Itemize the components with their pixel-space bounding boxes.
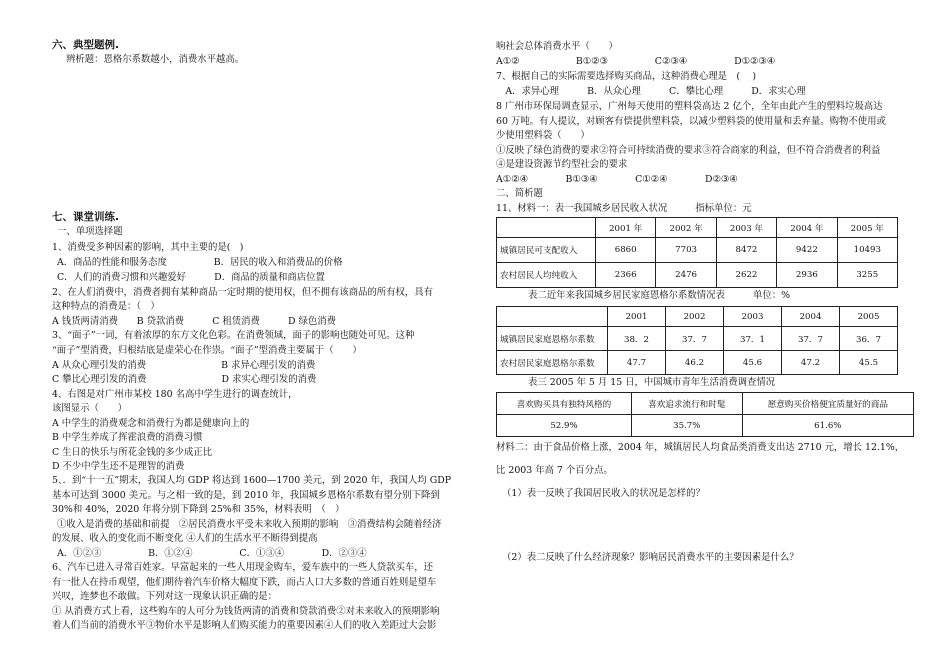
table-row [497,238,898,263]
table-cell: 45.6 [724,351,782,375]
question-line: 基本可达到 3000 美元。与之相一致的是，到 2010 年，我国城乡恩格尔系数有望分别下降到 [52,490,440,501]
table-cell: 52.9% [497,415,632,437]
question-line: 4、右图是对广州市某校 180 名高中学生进行的调查统计， [52,389,298,400]
youth-survey-table [496,392,914,437]
table-row [497,263,898,288]
question-line: 响社会总体消费水平（ ） [496,41,618,52]
question-line: ①收入是消费的基础和前提 ②居民消费水平受未来收入预期的影响 ③消费结构会随着经济 [57,519,442,530]
table-header-cell: 愿意购买价格便宜质量好的商品 [742,393,913,415]
table-cell: 35.7% [631,415,742,437]
question-line: 7、根据自己的实际需要选择购买商品，这种消费心理是 ( ) [496,71,757,82]
table-cell: 46.2 [666,351,724,375]
question-line: 8 广州市环保局调查显示，广州每天使用的塑料袋高达 2 亿个，全年由此产生的塑料垃圾高达 [496,101,883,112]
option-line: C 生日的快乐与所花金钱的多少成正比 [52,447,213,458]
table-cell: 61.6% [742,415,913,437]
table-header-cell: 2002 年 [656,218,716,238]
section6-line: 辨析题：恩格尔系数越小，消费水平越高。 [66,54,245,65]
table-cell: 8472 [716,238,776,263]
material-text: 材料二：由于食品价格上涨，2004 年，城镇居民人均食品类消费支出达 2710 元，增长 12.1%， [496,442,905,453]
engel-table [496,306,898,375]
question-line: 6、汽车已进入寻常百姓家。早富起来的一些人用现金购车，爱车族中的一些人贷款买车，还 [52,562,433,573]
table-cell: 37．1 [724,327,782,351]
question-line: 着人们当前的消费水平③物价水平是影响人们购买能力的重要因素④人们的收入差距过大会影 [52,620,437,631]
table-cell: 36．7 [840,327,898,351]
table-header-cell: 2001 [608,307,666,327]
table-header-cell [497,307,608,327]
table-header-cell: 2005 年 [837,218,897,238]
table-cell: 47.2 [782,351,840,375]
table-caption: 表三 2005 年 5 月 15 日，中国城市青年生活消费调查情况 [528,377,776,388]
table-cell: 2476 [656,263,716,288]
table-cell: 37．7 [782,327,840,351]
question-line: 少使用塑料袋（ ） [496,130,590,141]
option-line: A．①②③ B．①②④ C．①③④ D．②③④ [57,548,367,559]
table-header-cell [497,218,596,238]
sub-question: （2）表二反映了什么经济现象？影响居民消费水平的主要因素是什么？ [502,552,799,563]
question-line: ① 从消费方式上看，这些购车的人可分为钱货两清的消费和贷款消费②对未来收入的预期影响 [52,606,440,617]
table-header-cell: 2002 [666,307,724,327]
table-cell: 3255 [837,263,897,288]
table-row-label: 农村居民家庭恩格尔系数 [497,351,608,375]
table-caption: 表二近年来我国城乡居民家庭恩格尔系数情况表 单位：% [528,290,791,301]
option-line: A．求异心理 B．从众心理 C．攀比心理 D．求实心理 [496,86,806,97]
sub-question: （1）表一反映了我国居民收入的状况是怎样的？ [502,488,705,499]
option-line: A①② B①②③ C②③④ D①②③④ [496,56,776,67]
question-line: 3、“面子”一词，有着浓厚的东方文化色彩。在消费领域，面子的影响也随处可见。这种 [52,330,415,341]
table-row [497,415,914,437]
table-header-cell: 喜欢追求流行和时髦 [631,393,742,415]
table-header-cell: 2005 [840,307,898,327]
subsection-title: 一、单项选择题 [57,226,123,237]
question-line: 兴叹，连梦也不敢做。下列对这一现象认识正确的是： [52,591,278,602]
table-row [497,327,898,351]
table-header-cell: 2004 年 [777,218,837,238]
table-row [497,351,898,375]
table-cell: 38．2 [608,327,666,351]
question-line: 的发展、收入的变化而不断变化 ④人们的生活水平不断得到提高 [52,533,318,544]
material-text: 比 2003 年高 7 个百分点。 [496,465,613,476]
table-cell: 10493 [837,238,897,263]
question-line: 1、消费受多种因素的影响，其中主要的是( ) [52,242,244,253]
option-line: B 中学生养成了挥霍浪费的消费习惯 [52,432,203,443]
option-line: A．商品的性能和服务态度 B．居民的收入和消费品的价格 [57,257,343,268]
subsection-title: 二、简析题 [496,188,543,199]
option-line: D 不少中学生还不是理智的消费 [52,461,185,472]
question-line: 2、在人们消费中，消费者拥有某种商品一定时期的使用权，但不拥有该商品的所有权，具有 [52,287,433,298]
option-line: C 攀比心理引发的消费 D 求实心理引发的消费 [52,374,317,385]
table-cell: 37．7 [666,327,724,351]
table-header-cell: 2004 [782,307,840,327]
question-line: 有一批人在持币观望，他们期待着汽车价格大幅度下跌，而占人口大多数的普通百姓则是望车 [52,577,437,588]
table-header-cell: 2003 年 [716,218,776,238]
table-header-cell: 喜欢购买具有独特风格的 [497,393,632,415]
table-row-label: 农村居民人均纯收入 [497,263,596,288]
option-line: A 钱货两清消费 B 贷款消费 C 租赁消费 D 绿色消费 [52,316,337,327]
question-line: “面子”型消费，归根结底是虚荣心在作祟。“面子”型消费主要属于（ ） [52,345,362,356]
table-cell: 7703 [656,238,716,263]
table-header-cell: 2003 [724,307,782,327]
table-cell: 2622 [716,263,776,288]
table-cell: 9422 [777,238,837,263]
question-line: 5、．到“十一五”期末，我国人均 GDP 将达到 1600—1700 美元，到 2020 年，我国人均 GDP [52,475,452,486]
section6-title: 六、典型题例. [52,39,119,51]
table-row-label: 城镇居民可支配收入 [497,238,596,263]
question-line: ①反映了绿色消费的要求②符合可持续消费的要求③符合商家的利益，但不符合消费者的利益 [496,145,881,156]
question-line: ④是建设资源节约型社会的要求 [496,159,628,170]
table-cell: 2366 [596,263,656,288]
table-cell: 2936 [777,263,837,288]
option-line: A 中学生的消费观念和消费行为都是健康向上的 [52,418,250,429]
table-cell: 6860 [596,238,656,263]
option-line: C．人们的消费习惯和兴趣爱好 D．商品的质量和商店位置 [57,272,325,283]
income-table [496,217,898,288]
question-line: 这种特点的消费是：（ ） [52,301,160,312]
material-title: 11、材料一：表一我国城乡居民收入状况 指标单位：元 [496,203,752,214]
question-line: 60 万吨。有人提议，对顾客有偿提供塑料袋，以减少塑料袋的使用量和丢弃量。购物不使用或 [496,116,886,127]
table-row-label: 城镇居民家庭恩格尔系数 [497,327,608,351]
option-line: A 从众心理引发的消费 B 求异心理引发的消费 [52,360,316,371]
question-line: 30%和 40%，2020 年将分别下降到 25%和 35%，材料表明 （ ） [52,504,345,515]
option-line: A①②④ B①③④ C①②④ D②③④ [496,174,738,185]
section7-title: 七、课堂训练. [52,211,119,223]
table-cell: 47.7 [608,351,666,375]
question-line: 该图显示（ ） [52,403,128,414]
table-cell: 45.5 [840,351,898,375]
table-header-cell: 2001 年 [596,218,656,238]
